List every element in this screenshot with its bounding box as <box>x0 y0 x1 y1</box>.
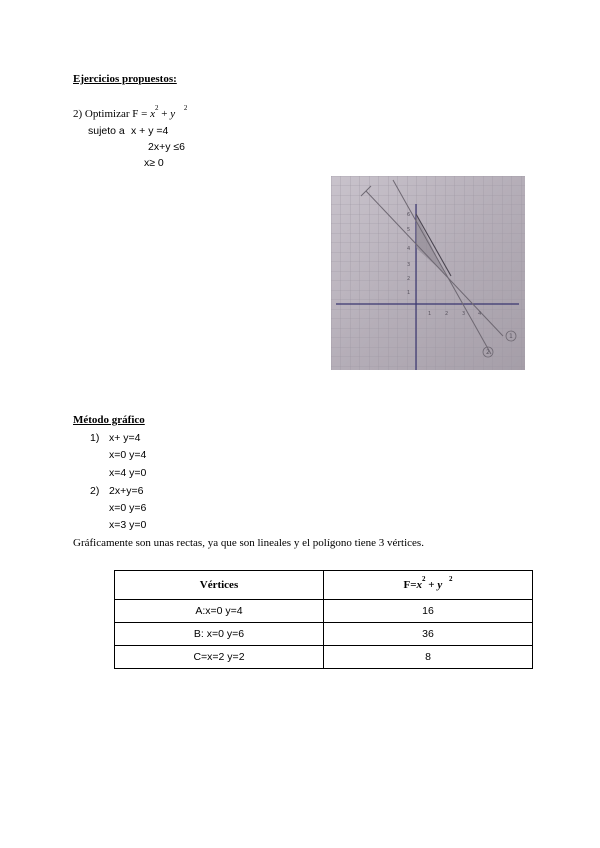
section-heading: Ejercicios propuestos: <box>73 73 177 85</box>
header-f-plus: + <box>428 579 435 591</box>
value-cell: 8 <box>324 646 533 669</box>
x-mark-3: 3 <box>462 311 466 317</box>
paper-grid <box>331 176 525 370</box>
y-mark-2: 2 <box>407 276 411 282</box>
header-f <box>324 571 533 600</box>
value-cell: 16 <box>324 600 533 623</box>
problem-prefix: 2) Optimizar F = <box>73 108 148 120</box>
vertex-cell: B: x=0 y=6 <box>115 623 324 646</box>
method-item-1-eq: x+ y=4 <box>109 432 141 444</box>
plus-sign: + <box>161 108 168 120</box>
table-row <box>115 646 533 669</box>
graph-photo <box>331 176 525 370</box>
vertices-table <box>114 570 533 669</box>
vertex-cell: A:x=0 y=4 <box>115 600 324 623</box>
x-mark-1: 1 <box>428 311 432 317</box>
header-f-exp1: 2 <box>422 575 426 583</box>
header-f-y: y <box>437 579 443 591</box>
vertex-cell: C=x=2 y=2 <box>115 646 324 669</box>
header-f-exp2: 2 <box>448 575 453 583</box>
line-2-label: 2 <box>486 349 490 356</box>
line-1-label: 1 <box>509 333 513 340</box>
header-f-prefix: F= <box>403 579 417 591</box>
header-vertices: Vértices <box>115 571 324 600</box>
method-item-2-eq: 2x+y=6 <box>109 485 144 497</box>
table-row <box>115 600 533 623</box>
constraint-2: 2x+y ≤6 <box>148 141 185 153</box>
method-item-2-point-1: x=0 y=6 <box>109 502 147 514</box>
method-item-1-point-2: x=4 y=0 <box>109 467 147 479</box>
var-y: y <box>170 108 176 120</box>
x-mark-4: 4 <box>478 311 482 317</box>
method-item-2-point-2: x=3 y=0 <box>109 519 147 531</box>
method-item-1-point-1: x=0 y=4 <box>109 449 147 461</box>
problem-statement <box>73 104 188 120</box>
exp-y: 2 <box>183 104 188 112</box>
constraint-3: x≥ 0 <box>144 157 164 169</box>
table-header-row <box>115 571 533 600</box>
y-mark-6: 6 <box>407 212 411 218</box>
value-cell: 36 <box>324 623 533 646</box>
y-mark-4: 4 <box>407 246 411 252</box>
var-x: x <box>150 108 155 120</box>
y-mark-5: 5 <box>407 227 411 233</box>
y-mark-1: 1 <box>407 290 411 296</box>
method-item-2-num: 2) <box>90 485 100 497</box>
constraint-1: x + y =4 <box>131 125 169 137</box>
header-f-x: x <box>416 579 423 591</box>
x-mark-2: 2 <box>445 311 449 317</box>
y-mark-3: 3 <box>407 262 411 268</box>
subject-label: sujeto a <box>88 125 125 137</box>
table-row <box>115 623 533 646</box>
graph-sketch <box>331 176 525 370</box>
method-item-1-num: 1) <box>90 432 100 444</box>
method-title: Método gráfico <box>73 414 145 426</box>
exp-x: 2 <box>154 104 159 112</box>
method-summary: Gráficamente son unas rectas, ya que son lineales y el polígono tiene 3 vértices. <box>73 537 424 549</box>
